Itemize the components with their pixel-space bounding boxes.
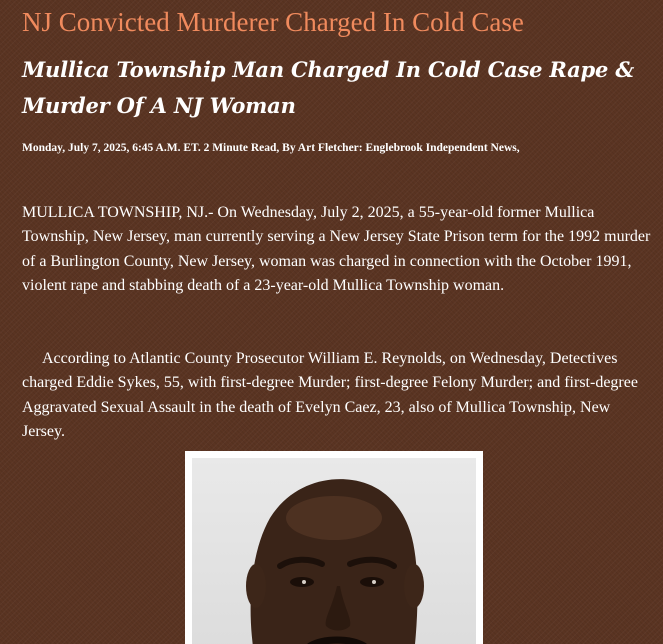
article-subtitle: Mullica Township Man Charged In Cold Case Rape & Murder Of A NJ Woman [22,57,635,118]
byline: Monday, July 7, 2025, 6:45 A.M. ET. 2 Minute Read, By Art Fletcher: Englebrook Independent News, [22,142,520,154]
article-paragraph-1: MULLICA TOWNSHIP, NJ.- On Wednesday, July 2, 2025, a 55-year-old former Mullica Township, New Jersey, man currently serving a New Jersey State Prison term for the 1992 murder of a Burlington County, New Jersey, woman was charged in connection with the October 1991, violent rape and stabbing death of a 23-year-old Mullica Township woman. [22,204,651,294]
article-paragraph-2: According to Atlantic County Prosecutor William E. Reynolds, on Wednesday, Detectives charged Eddie Sykes, 55, with first-degree Murder; first-degree Felony Murder; and first-degree Aggravated Sexual Assault in the death of Evelyn Caez, 23, also of Mullica Township, New Jersey. [22,350,638,441]
article [22,4,652,444]
mugshot-frame[interactable] [185,451,483,644]
mugshot-photo-icon [192,458,476,644]
post-title[interactable]: NJ Convicted Murderer Charged In Cold Case [22,7,524,37]
mugshot-photo [192,458,476,644]
